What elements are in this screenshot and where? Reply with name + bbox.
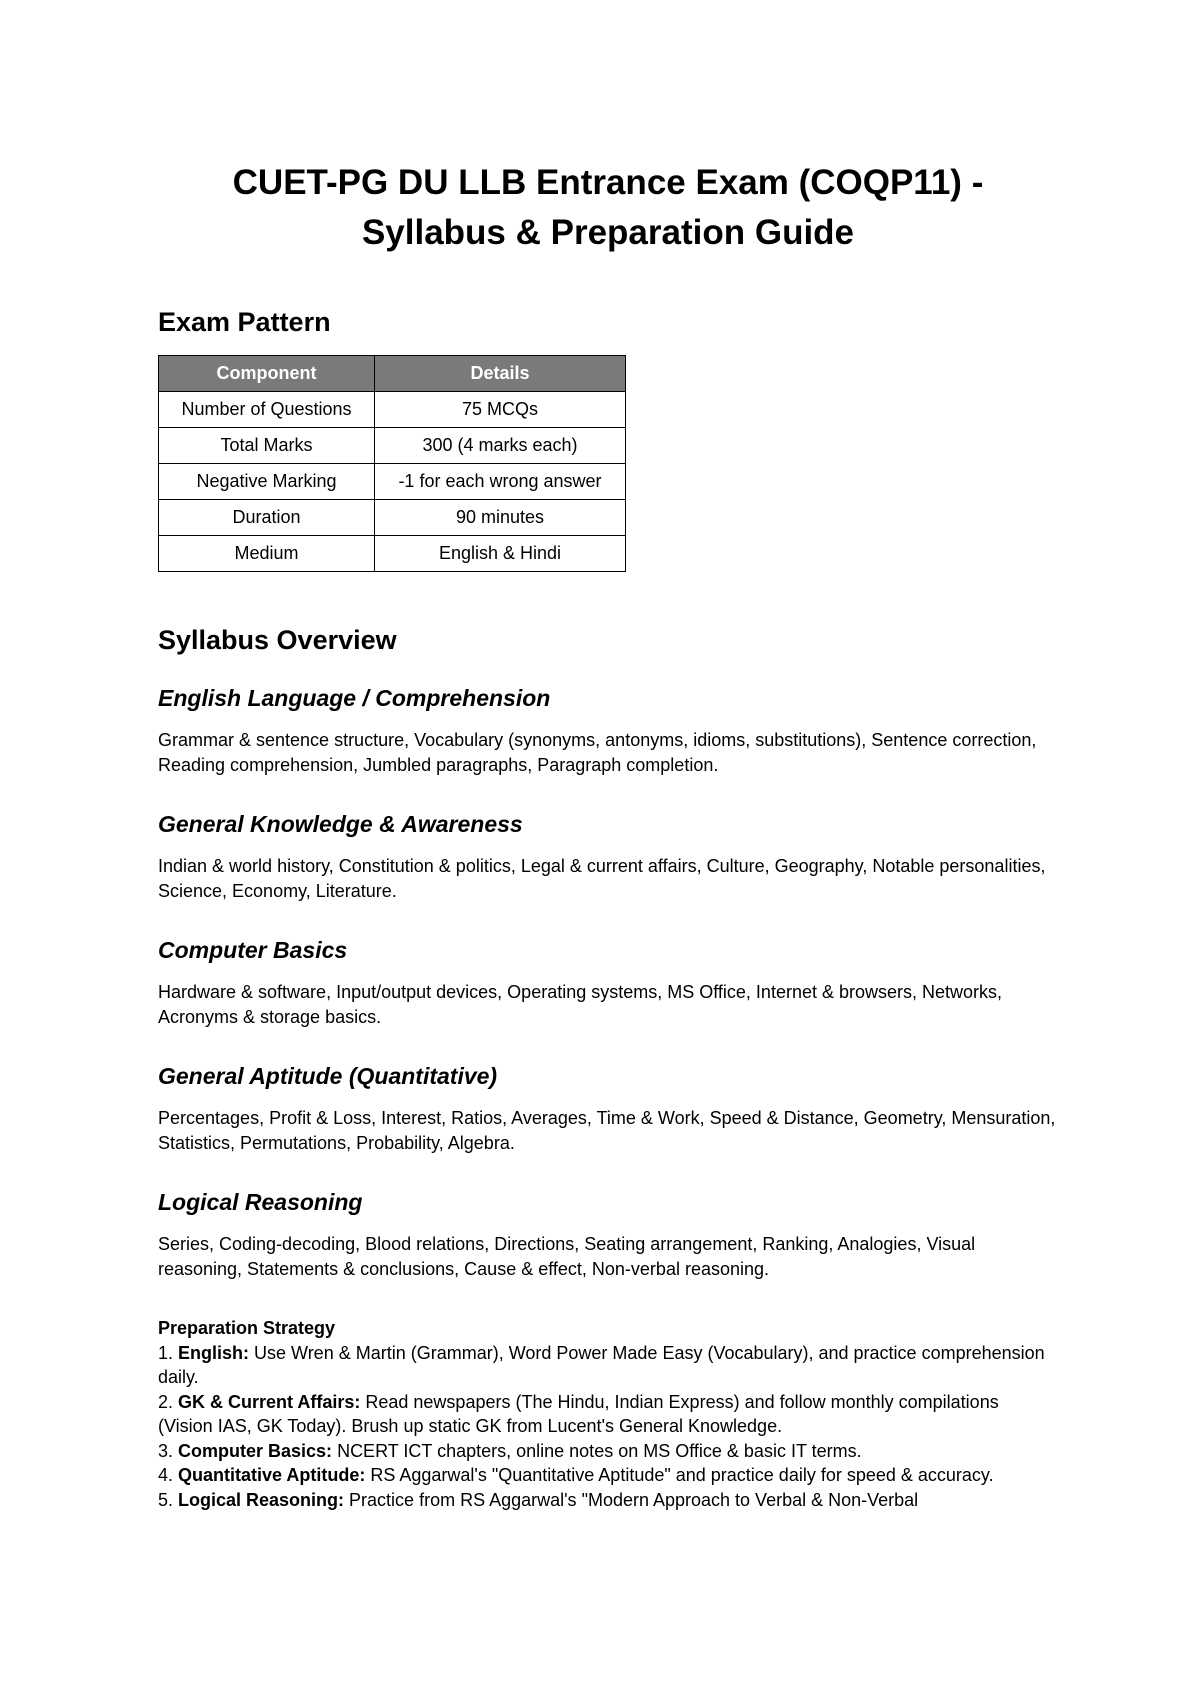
section-text-english: Grammar & sentence structure, Vocabulary (synonyms, antonyms, idioms, substitutions), Sentence correction, Reading comprehension, Jumbled paragraphs, Paragraph completion.	[158, 730, 1037, 775]
section-text-gk: Indian & world history, Constitution & politics, Legal & current affairs, Culture, Geography, Notable personalities, Science, Economy, Literature.	[158, 856, 1046, 901]
table-cell: Total Marks	[159, 428, 375, 464]
strategy-item-number: 3.	[158, 1440, 179, 1461]
table-header-row	[159, 356, 626, 392]
exam-pattern-heading: Exam Pattern	[158, 307, 331, 337]
strategy-item-text: Read newspapers (The Hindu, Indian Express) and follow monthly compilations (Vision IAS, GK Today). Brush up static GK from Lucent's General Knowledge.	[158, 1391, 999, 1436]
title-line-2: Syllabus & Preparation Guide	[361, 213, 855, 252]
strategy-item-text: NCERT ICT chapters, online notes on MS Office & basic IT terms.	[332, 1440, 862, 1461]
preparation-strategy	[158, 1316, 1058, 1512]
column-header-details: Details	[375, 356, 626, 392]
table-cell: Number of Questions	[159, 392, 375, 428]
section-heading-gk: General Knowledge & Awareness	[158, 811, 523, 837]
table-cell: 75 MCQs	[375, 392, 626, 428]
table-row	[159, 392, 626, 428]
strategy-item-text: Practice from RS Aggarwal's "Modern Approach to Verbal & Non-Verbal	[344, 1489, 919, 1510]
exam-pattern-table	[158, 355, 626, 572]
section-text-reasoning: Series, Coding-decoding, Blood relations, Directions, Seating arrangement, Ranking, Analogies, Visual reasoning, Statements & conclusions, Cause & effect, Non-verbal reasoning.	[158, 1234, 976, 1279]
strategy-item-label: Computer Basics:	[178, 1440, 333, 1461]
section-text-computer: Hardware & software, Input/output devices, Operating systems, MS Office, Internet & browsers, Networks, Acronyms & storage basics.	[158, 982, 1003, 1027]
strategy-item-number: 4.	[158, 1465, 179, 1485]
table-cell: 90 minutes	[375, 500, 626, 536]
table-row	[159, 500, 626, 536]
strategy-item	[158, 1463, 1058, 1488]
table-cell: English & Hindi	[375, 536, 626, 572]
strategy-item-text: Use Wren & Martin (Grammar), Word Power Made Easy (Vocabulary), and practice comprehension daily.	[158, 1342, 1045, 1387]
table-cell: 300 (4 marks each)	[375, 428, 626, 464]
strategy-item-text: RS Aggarwal's "Quantitative Aptitude" and practice daily for speed & accuracy.	[365, 1465, 994, 1485]
table-cell: Negative Marking	[159, 464, 375, 500]
section-heading-computer: Computer Basics	[158, 937, 348, 963]
strategy-item	[158, 1488, 1058, 1513]
section-heading-aptitude: General Aptitude (Quantitative)	[158, 1063, 498, 1089]
section-heading-reasoning: Logical Reasoning	[158, 1189, 363, 1215]
title-line-1: CUET-PG DU LLB Entrance Exam (COQP11) -	[232, 163, 984, 202]
syllabus-overview-heading: Syllabus Overview	[158, 625, 397, 655]
strategy-item-number: 5.	[158, 1489, 179, 1510]
strategy-item-label: GK & Current Affairs:	[178, 1391, 361, 1412]
strategy-item	[158, 1439, 1058, 1464]
preparation-strategy-heading: Preparation Strategy	[158, 1318, 336, 1338]
table-cell: -1 for each wrong answer	[375, 464, 626, 500]
section-heading-english: English Language / Comprehension	[158, 685, 551, 711]
strategy-item	[158, 1390, 1058, 1439]
table-cell: Medium	[159, 536, 375, 572]
document-title	[158, 158, 1058, 258]
table-cell: Duration	[159, 500, 375, 536]
table-row	[159, 536, 626, 572]
strategy-item-label: Logical Reasoning:	[178, 1489, 345, 1510]
column-header-component: Component	[159, 356, 375, 392]
strategy-item-number: 2.	[158, 1391, 179, 1412]
strategy-item-number: 1.	[158, 1342, 179, 1363]
table-row	[159, 464, 626, 500]
strategy-item	[158, 1341, 1058, 1390]
strategy-item-label: English:	[178, 1342, 250, 1363]
strategy-item-label: Quantitative Aptitude:	[178, 1465, 366, 1485]
table-row	[159, 428, 626, 464]
section-text-aptitude: Percentages, Profit & Loss, Interest, Ratios, Averages, Time & Work, Speed & Distance, Geometry, Mensuration, Statistics, Permutations, Probability, Algebra.	[158, 1108, 1056, 1153]
